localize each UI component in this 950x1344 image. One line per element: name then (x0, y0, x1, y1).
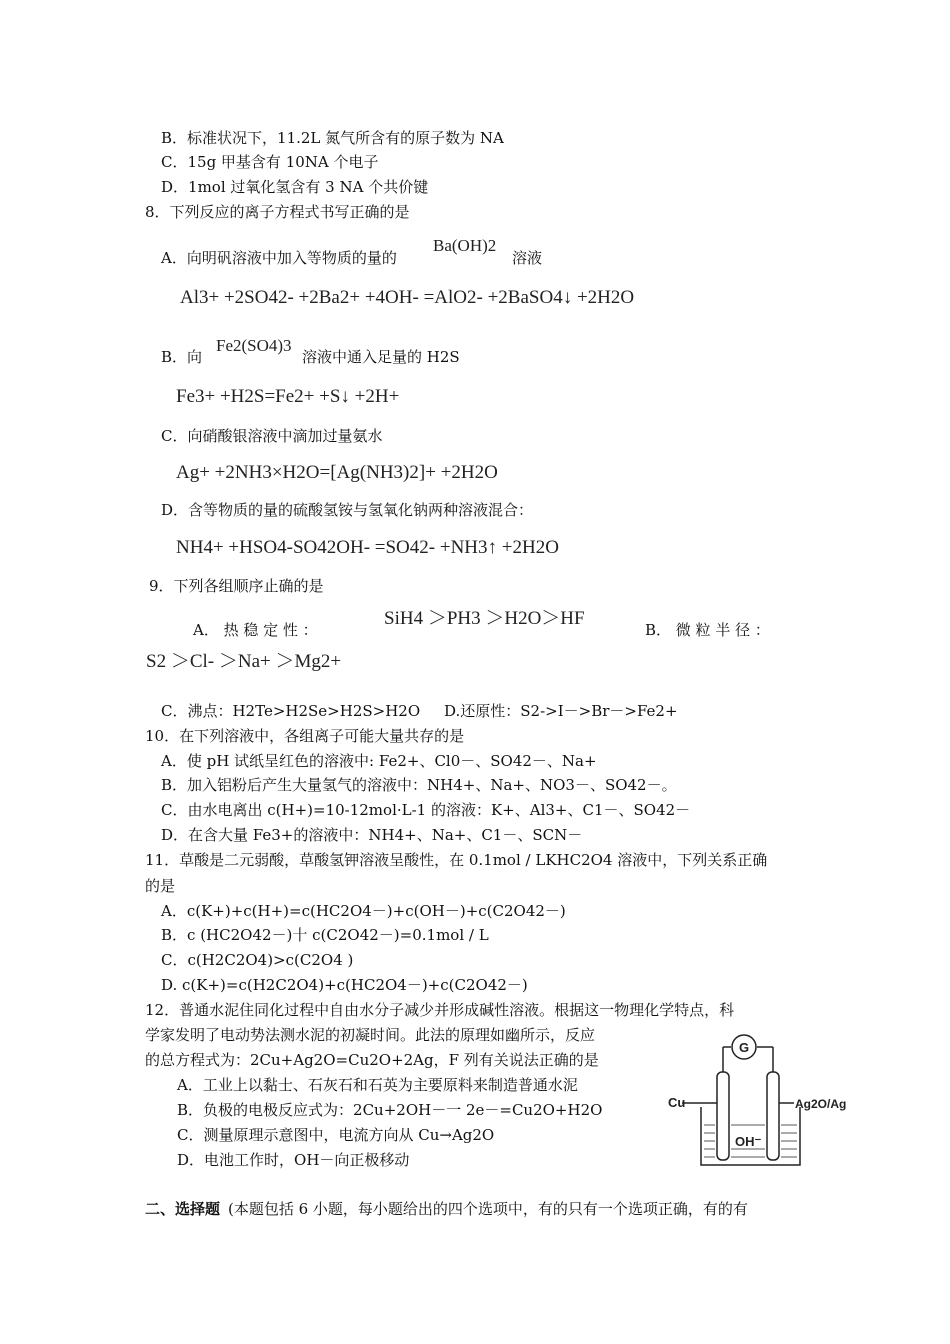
q11-option-c: C．c(H2C2O4)>c(C2O4 ) (161, 951, 354, 969)
q8-option-b: B．向 (161, 348, 203, 366)
q8-option-b-tail: 溶液中通入足量的 H2S (302, 348, 460, 366)
q10-option-b: B．加入铝粉后产生大量氢气的溶液中：NH4+、Na+、NO3－、SO42－。 (161, 776, 677, 794)
q8-option-d: D．含等物质的量的硫酸氢铵与氢氧化钠两种溶液混合： (161, 501, 534, 519)
q8-stem: 8．下列反应的离子方程式书写正确的是 (145, 203, 410, 221)
q8-option-b-equation: Fe3+ +H2S=Fe2+ +S↓ +2H+ (176, 386, 400, 407)
q10-option-d: D．在含大量 Fe3+的溶液中：NH4+、Na+、C1－、SCN－ (161, 826, 583, 844)
q10-option-c: C．由水电离出 c(H+)=10-12mol·L-1 的溶液：K+、Al3+、C1－、SO42－ (161, 801, 691, 819)
section-2-heading: 二、选择题 (145, 1200, 221, 1218)
q8-option-c-equation: Ag+ +2NH3×H2O=[Ag(NH3)2]+ +2H2O (176, 462, 498, 483)
q12-option-a: A．工业上以黏士、石灰石和石英为主要原料来制造普通水泥 (177, 1076, 578, 1094)
q9-option-b-equation: S2 ＞Cl- ＞Na+ ＞Mg2+ (146, 651, 342, 672)
q8-option-c: C．向硝酸银溶液中滴加过量氨水 (161, 427, 383, 445)
q10-option-a: A．使 pH 试纸呈红色的溶液中: Fe2+、Cl0－、SO42－、Na+ (161, 752, 597, 770)
q9-stem: 9．下列各组顺序止确的是 (149, 577, 324, 595)
q12-stem: 12．普通水泥住同化过程中自由水分子减少并形成碱性溶液。根据这一物理化学特点，科 (145, 1001, 735, 1019)
q8-option-b-formula: Fe2(SO4)3 (216, 336, 292, 355)
q12-option-b: B．负极的电极反应式为：2Cu+2OH－一 2e－=Cu2O+H2O (177, 1101, 603, 1119)
q9-option-a-equation: SiH4 ＞PH3 ＞H2O＞HF (384, 608, 585, 629)
q11-option-a: A．c(K+)+c(H+)=c(HC2O4－)+c(OH－)+c(C2O42－) (161, 902, 566, 920)
q9-option-d: D.还原性：S2->I－>Br－>Fe2+ (444, 702, 678, 720)
q8-option-d-equation: NH4+ +HSO4-SO42OH- =SO42- +NH3↑ +2H2O (176, 537, 559, 558)
cu-electrode-label: Cu (668, 1095, 686, 1110)
q8-option-a-equation: Al3+ +2SO42- +2Ba2+ +4OH- =AlO2- +2BaSO4↓ +2H2O (180, 287, 635, 308)
q12-stem-cont1: 学家发明了电动势法测水泥的初凝时间。此法的原理如幽所示，反应 (145, 1026, 596, 1044)
q8-option-a-tail: 溶液 (512, 249, 543, 267)
q11-stem: 11．草酸是二元弱酸，草酸氢钾溶液呈酸性，在 0.1mol / LKHC2O4 溶液中，下列关系正确 (145, 851, 768, 869)
q8-option-a-formula: Ba(OH)2 (433, 236, 497, 255)
q12-stem-cont2: 的总方程式为：2Cu+Ag2O=Cu2O+2Ag，F 列有关说法正确的是 (145, 1051, 599, 1069)
q8-option-a: A．向明矾溶液中加入等物质的量的 (161, 249, 397, 267)
q9-option-b: B． 微 粒 半 径 ： (645, 621, 770, 639)
q7-option-d: D．1mol 过氧化氢含有 3 NA 个共价键 (161, 178, 429, 196)
q9-option-c: C．沸点：H2Te>H2Se>H2S>H2O (161, 702, 421, 720)
q11-option-b: B．c (HC2O42－)十 c(C2O42－)=0.1mol / L (161, 926, 489, 944)
q12-option-c: C．测量原理示意图中，电流方向从 Cu→Ag2O (177, 1126, 495, 1144)
ag2o-electrode-label: Ag2O/Ag (795, 1097, 847, 1111)
electrochemical-cell-diagram (668, 1027, 850, 1169)
electrolyte-label: OH⁻ (735, 1134, 762, 1149)
q7-option-b: B．标准状况下，11.2L 氮气所含有的原子数为 NA (161, 129, 504, 147)
q10-stem: 10．在下列溶液中，各组离子可能大量共存的是 (145, 727, 465, 745)
q12-option-d: D．电池工作时，OH－向正极移动 (177, 1151, 410, 1169)
section-2-description: (本题包括 6 小题，每小题给出的四个选项中，有的只有一个选项正确，有的有 (228, 1200, 748, 1218)
q7-option-c: C．15g 甲基含有 10NA 个电子 (161, 153, 379, 171)
gauge-label: G (738, 1040, 750, 1055)
q11-stem-cont: 的是 (145, 877, 176, 895)
q9-option-a: A． 热 稳 定 性 ： (193, 621, 318, 639)
q11-option-d: D. c(K+)=c(H2C2O4)+c(HC2O4－)+c(C2O42－) (161, 976, 528, 994)
